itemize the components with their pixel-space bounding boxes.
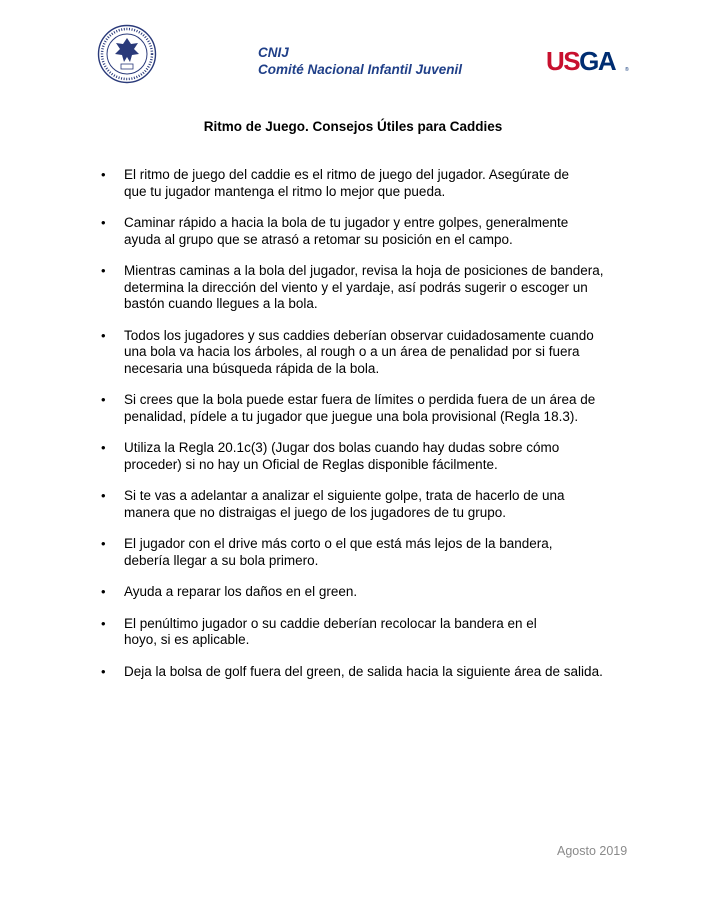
- item-line: Caminar rápido a hacia la bola de tu jugador y entre golpes, generalmente: [124, 215, 569, 230]
- page-title: Ritmo de Juego. Consejos Útiles para Caddies: [203, 119, 503, 134]
- item-line: El penúltimo jugador o su caddie deberían recolocar la bandera en el: [124, 615, 537, 631]
- org-header: [258, 44, 462, 78]
- item-line: Utiliza la Regla 20.1c(3) (Jugar dos bolas cuando hay dudas sobre cómo: [124, 440, 560, 455]
- item-line: El ritmo de juego del caddie es el ritmo de juego del jugador. Asegúrate de: [124, 167, 570, 182]
- item-line: bastón cuando llegues a la bola.: [124, 296, 318, 311]
- bullet: •: [101, 488, 106, 503]
- list-item: [101, 584, 631, 601]
- bullet: •: [101, 167, 106, 182]
- item-line: proceder) si no hay un Oficial de Reglas disponible fácilmente.: [124, 456, 498, 472]
- item-line: hoyo, si es aplicable.: [124, 632, 250, 647]
- bullet: •: [101, 440, 106, 455]
- item-line: El jugador con el drive más corto o el que está más lejos de la bandera,: [124, 536, 553, 551]
- bullet: •: [101, 584, 106, 599]
- fmg-seal-icon: [97, 24, 157, 84]
- item-line: penalidad, pídele a tu jugador que juegue una bola provisional (Regla 18.3).: [124, 408, 579, 424]
- item-line: necesaria una búsqueda rápida de la bola.: [124, 360, 380, 376]
- org-abbr: CNIJ: [258, 45, 289, 60]
- org-name: Comité Nacional Infantil Juvenil: [258, 62, 463, 77]
- list-item: [101, 664, 631, 681]
- bullet: •: [101, 615, 106, 631]
- item-line: Ayuda a reparar los daños en el green.: [124, 584, 358, 599]
- list-item: [101, 488, 631, 521]
- list-item: [101, 392, 631, 425]
- tips-list: [101, 167, 631, 695]
- item-line: Deja la bolsa de golf fuera del green, de salida hacia la siguiente área de salida.: [124, 663, 603, 679]
- list-item: [101, 536, 631, 569]
- date-footer: Agosto 2019: [557, 844, 628, 858]
- item-line: que tu jugador mantenga el ritmo lo mejor que pueda.: [124, 183, 446, 199]
- item-line: Si te vas a adelantar a analizar el siguiente golpe, trata de hacerlo de una: [124, 488, 565, 503]
- bullet: •: [101, 263, 106, 278]
- item-line: debería llegar a su bola primero.: [124, 552, 319, 568]
- bullet: •: [101, 327, 106, 343]
- list-item: [101, 215, 631, 248]
- svg-text:USGA: USGA: [546, 47, 616, 75]
- item-line: determina la dirección del viento y el yardaje, así podrás sugerir o escoger un: [124, 279, 588, 295]
- list-item: [101, 440, 631, 473]
- svg-text:®: ®: [625, 67, 629, 73]
- list-item: [101, 616, 631, 649]
- bullet: •: [101, 215, 106, 230]
- usga-logo: [546, 47, 632, 75]
- item-line: ayuda al grupo que se atrasó a retomar su posición en el campo.: [124, 231, 513, 247]
- item-line: Mientras caminas a la bola del jugador, revisa la hoja de posiciones de bandera,: [124, 263, 604, 278]
- item-line: Todos los jugadores y sus caddies deberían observar cuidadosamente cuando: [124, 327, 594, 343]
- bullet: •: [101, 663, 106, 679]
- list-item: [101, 167, 631, 200]
- bullet: •: [101, 536, 106, 551]
- item-line: manera que no distraigas el juego de los jugadores de tu grupo.: [124, 504, 507, 520]
- bullet: •: [101, 392, 106, 407]
- list-item: [101, 328, 631, 378]
- list-item: [101, 263, 631, 313]
- item-line: una bola va hacia los árboles, al rough o a un área de penalidad por si fuera: [124, 344, 580, 359]
- item-line: Si crees que la bola puede estar fuera de límites o perdida fuera de un área de: [124, 392, 596, 407]
